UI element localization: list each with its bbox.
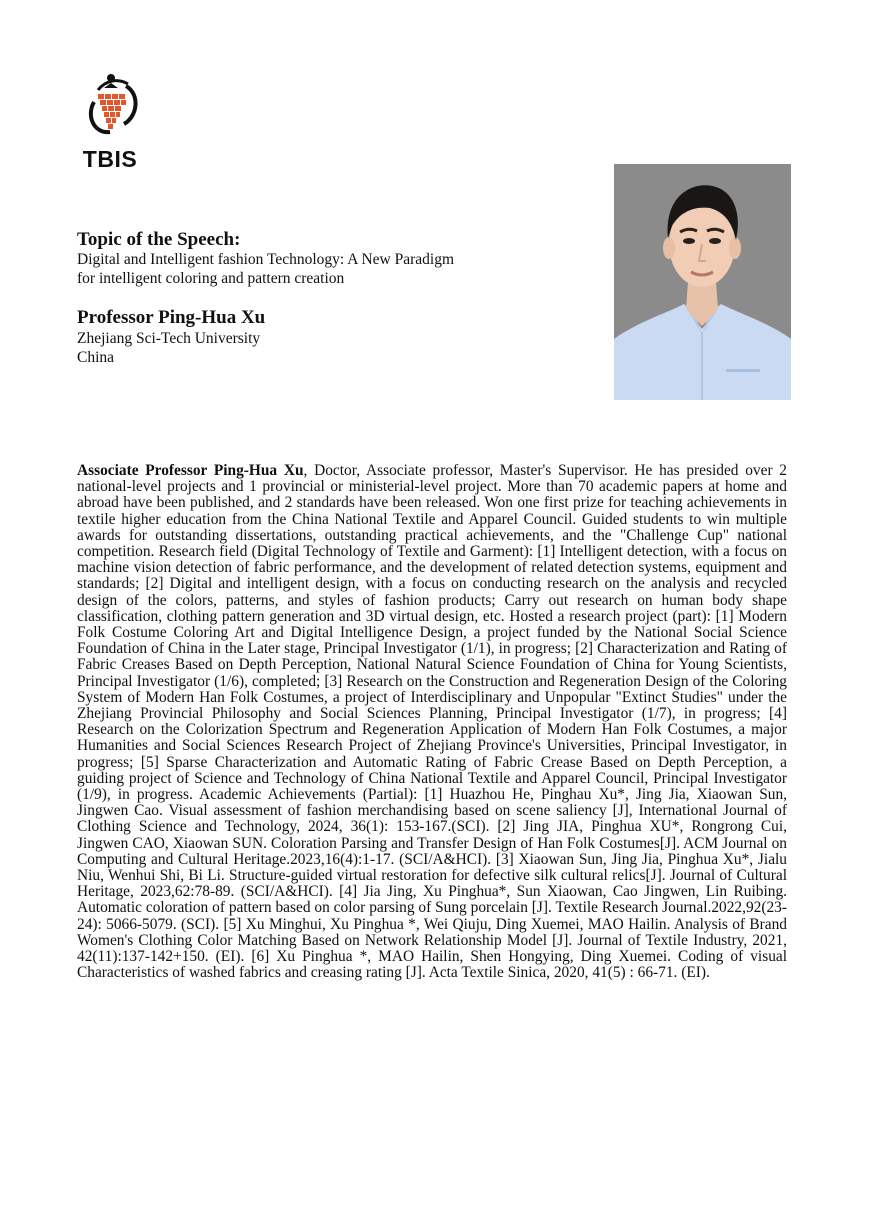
logo-text: TBIS	[82, 146, 138, 172]
speaker-name: Professor Ping-Hua Xu	[77, 307, 266, 328]
speaker-university: Zhejiang Sci-Tech University	[77, 330, 261, 347]
bio-name: Associate Professor Ping-Hua Xu	[77, 462, 304, 479]
speaker-biography	[77, 463, 787, 982]
globe-logo-icon	[84, 72, 140, 144]
bio-text: , Doctor, Associate professor, Master's Supervisor. He has presided over 2 national-level projects and 1 provincial or ministerial-level project. More than 70 academic papers at home and abroad have been published, and 2 standards have been released. Won one first prize for teaching achievements in textile higher education from the China National Textile and Apparel Council. Guided students to win multiple awards for outstanding dissertations, outstanding practical achievements, and the "Challenge Cup" national competition. Research field (Digital Technology of Textile and Garment): [1] Intelligent detection, with a focus on machine vision detection of fabric performance, and the development of related detection systems, equipment and standards; [2] Digital and intelligent design, with a focus on conducting research on the analysis and recycled design of the colors, patterns, and styles of fashion products; Carry out research on human body shape classification, clothing pattern generation and 3D virtual design, etc. Hosted a research project (part): [1] Modern Folk Costume Coloring Art and Digital Intelligence Design, a project funded by the National Social Science Foundation of China in the Later stage, Principal Investigator (1/1), in progress; [2] Characterization and Rating of Fabric Creases Based on Depth Perception, National Natural Science Foundation of China for Young Scientists, Principal Investigator (1/6), completed; [3] Research on the Construction and Regeneration Design of the Coloring System of Modern Han Folk Costumes, a project of Interdisciplinary and Unpopular "Extinct Studies" under the Zhejiang Provincial Philosophy and Social Sciences Planning, Principal Investigator (1/7), in progress; [4] Research on the Colorization Spectrum and Regeneration Application of Modern Han Folk Costumes, a major Humanities and Social Sciences Research Project of Zhejiang Province's Universities, Principal Investigator, in progress; [5] Sparse Characterization and Automatic Rating of Fabric Crease Based on Depth Perception, a guiding project of Science and Technology of China National Textile and Apparel Council, Principal Investigator (1/9), in progress. Academic Achievements (Partial): [1] Huazhou He, Pinghau Xu*, Jing Jia, Xiaowan Sun, Jingwen Cao. Visual assessment of fashion merchandising based on scene saliency [J], International Journal of Clothing Science and Technology, 2024, 36(1): 153-167.(SCI). [2] Jing JIA, Pinghua XU*, Rongrong Cui, Jingwen CAO, Xiaowan SUN. Coloration Parsing and Transfer Design of Han Folk Costumes[J]. ACM Journal on Computing and Cultural Heritage.2023,16(4):1-17. (SCI/A&HCI). [3] Xiaowan Sun, Jing Jia, Pinghua Xu*, Jialu Niu, Wenhui Shi, Bi Li. Structure-guided virtual restoration for defective silk cultural relics[J]. Journal of Cultural Heritage, 2023,62:78-89. (SCI/A&HCI). [4] Jia Jing, Xu Pinghua*, Sun Xiaowan, Cao Jingwen, Lin Ruibing. Automatic coloration of pattern based on color parsing of Sung porcelain [J]. Textile Research Journal.2022,92(23-24): 5066-5079. (SCI). [5] Xu Minghui, Xu Pinghua *, Wei Qiuju, Ding Xuemei, MAO Hailin. Analysis of Brand Women's Clothing Color Matching Based on Network Relationship Model [J]. Journal of Textile Industry, 2021, 42(11):137-142+150. (EI). [6] Xu Pinghua *, MAO Hailin, Shen Hongying, Ding Xuemei. Coding of visual Characteristics of washed fabrics and creasing rating [J]. Acta Textile Sinica, 2020, 41(5) : 66-71. (EI).	[77, 462, 788, 982]
topic-line-2: for intelligent coloring and pattern creation	[77, 270, 345, 287]
speaker-photo	[614, 164, 791, 400]
topic-title	[77, 250, 547, 288]
tbis-logo	[74, 72, 146, 172]
topic-heading: Topic of the Speech:	[77, 229, 241, 250]
topic-line-1: Digital and Intelligent fashion Technology: A New Paradigm	[77, 251, 455, 268]
speaker-country: China	[77, 349, 115, 366]
portrait-image	[614, 164, 791, 400]
speaker-affiliation	[77, 329, 260, 367]
